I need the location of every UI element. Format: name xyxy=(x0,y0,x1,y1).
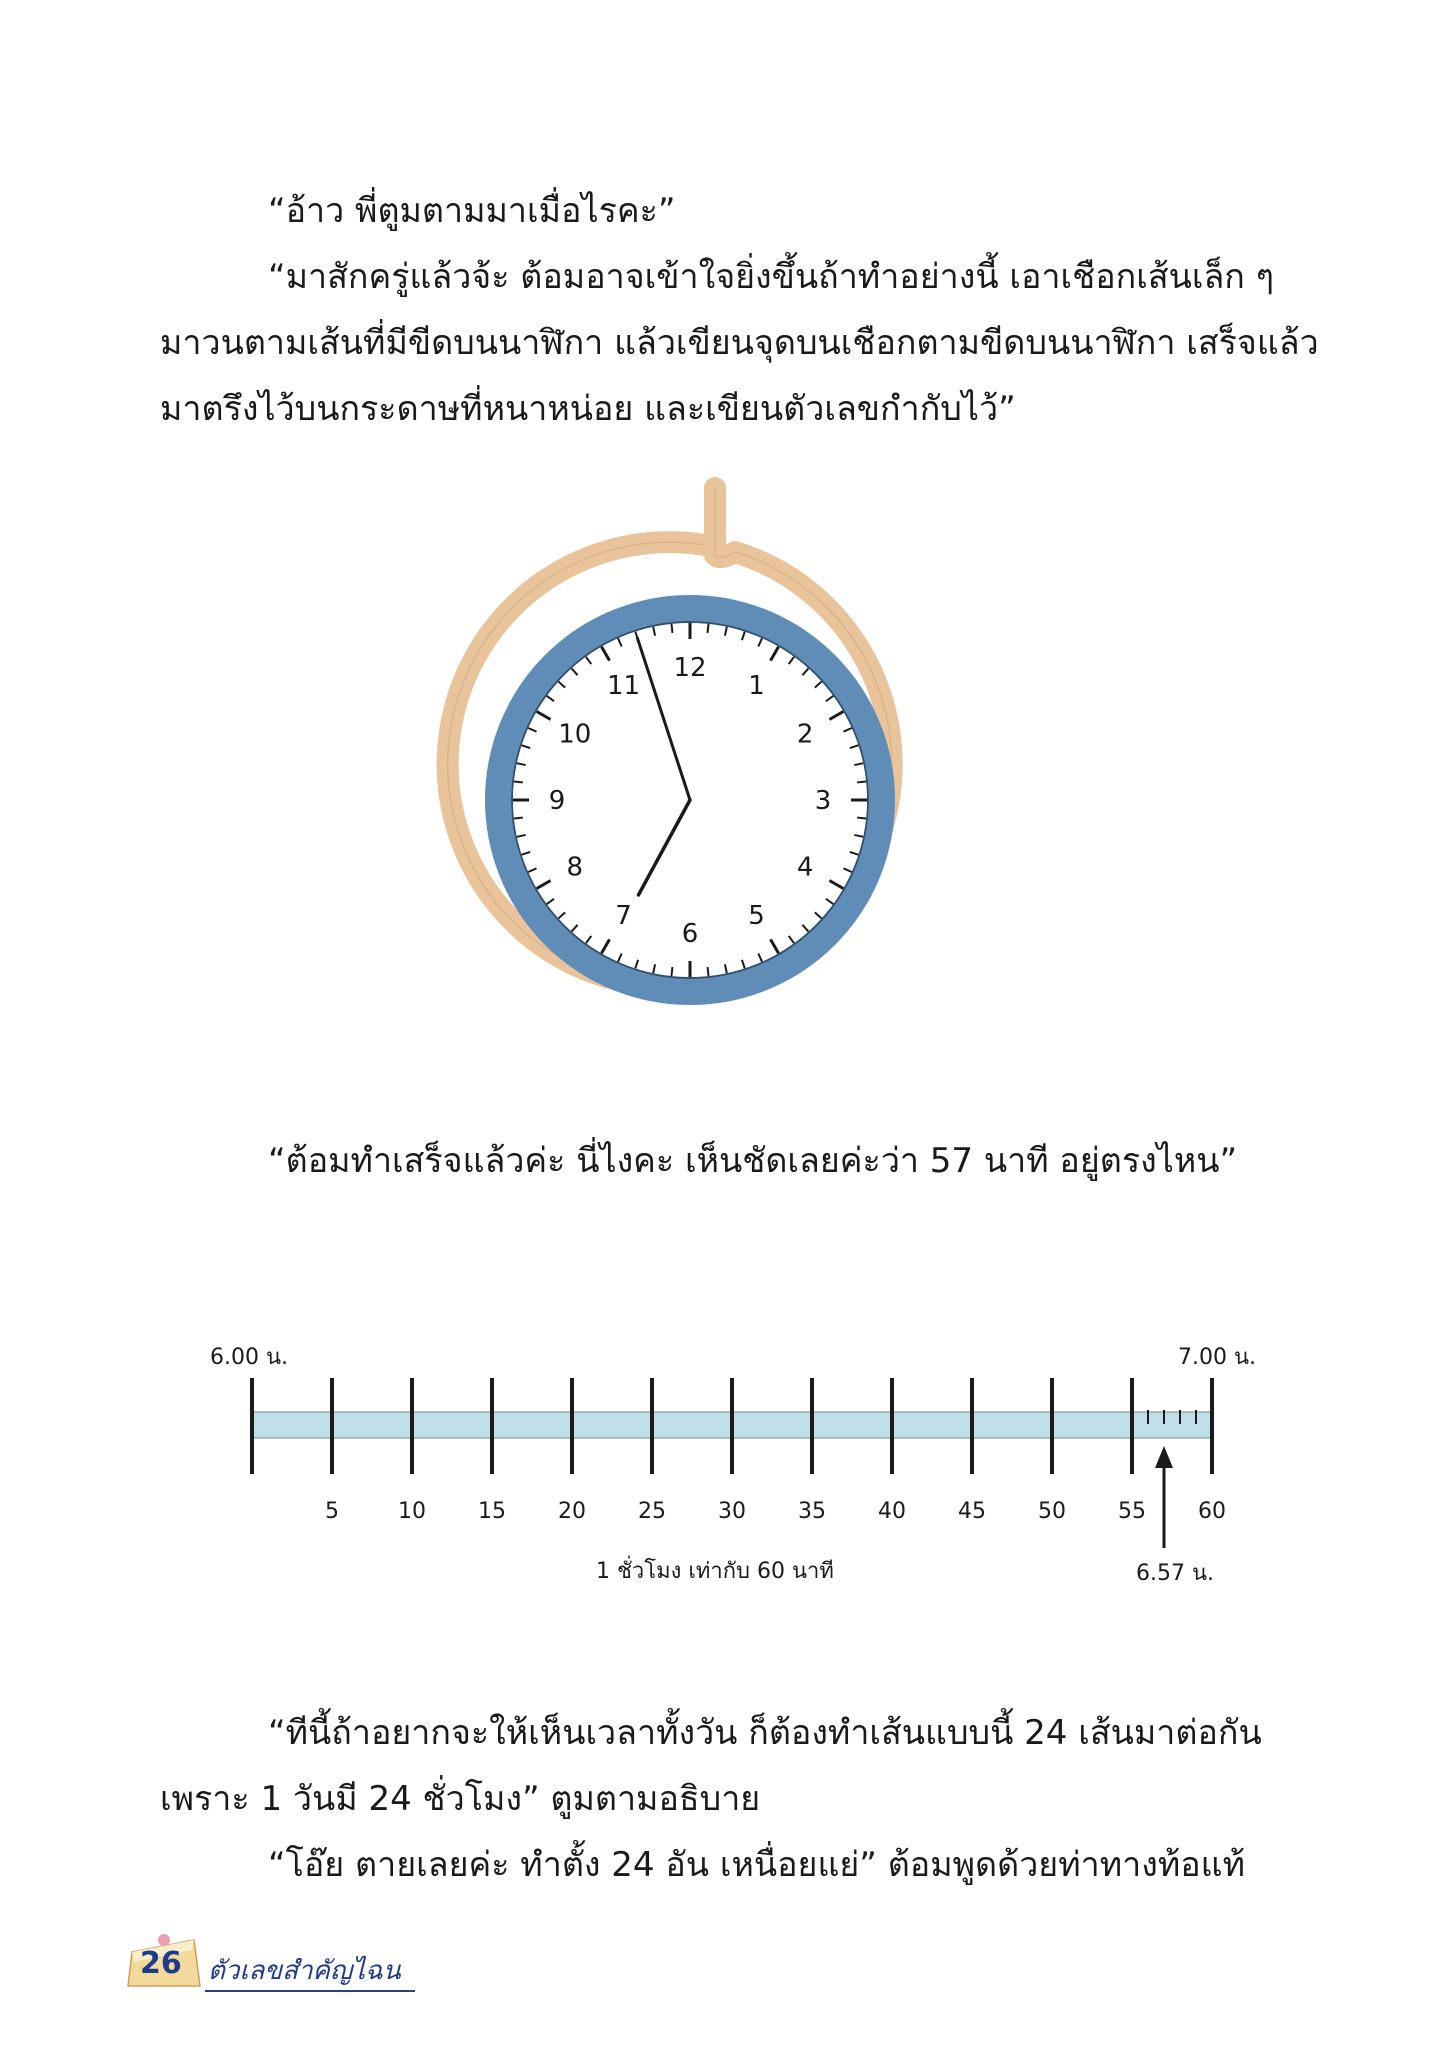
dialogue-line-2: “มาสักครู่แล้วจ้ะ ต้อมอาจเข้าใจยิ่งขึ้นถ้าทำอย่างนี้ เอาเชือกเส้นเล็ก ๆ xyxy=(268,257,1274,297)
dialogue-line-3: “ต้อมทำเสร็จแล้วค่ะ นี่ไงคะ เห็นชัดเลยค่ะว่า 57 นาที อยู่ตรงไหน” xyxy=(268,1141,1238,1181)
clock-number: 10 xyxy=(558,719,592,750)
clock-number: 3 xyxy=(814,786,832,816)
clock-number: 8 xyxy=(566,852,584,883)
timeline-tick-label: 35 xyxy=(798,1499,826,1524)
timeline-start-label: 6.00 น. xyxy=(210,1345,289,1370)
dialogue-line-1: “อ้าว พี่ตูมตามมาเมื่อไรคะ” xyxy=(268,191,676,231)
footer-underline xyxy=(205,1990,415,1992)
clock-number: 7 xyxy=(615,901,632,932)
timeline-marker-label: 6.57 น. xyxy=(1136,1561,1215,1586)
clock-number: 2 xyxy=(796,719,814,750)
clock-number: 1 xyxy=(748,670,765,701)
timeline-tick-label: 10 xyxy=(398,1499,426,1524)
timeline-marker-arrowhead xyxy=(1155,1446,1173,1468)
clock-number: 12 xyxy=(673,653,707,683)
timeline-tick-label: 20 xyxy=(558,1499,586,1524)
clock-number: 5 xyxy=(748,901,765,932)
dialogue-line-2-cont: มาวนตามเส้นที่มีขีดบนนาฬิกา แล้วเขียนจุดบนเชือกตามขีดบนนาฬิกา เสร็จแล้ว xyxy=(160,323,1319,363)
clock-number: 4 xyxy=(796,852,814,883)
timeline-tick-label: 15 xyxy=(478,1499,506,1524)
dialogue-line-4: “ทีนี้ถ้าอยากจะให้เห็นเวลาทั้งวัน ก็ต้องทำเส้นแบบนี้ 24 เส้นมาต่อกัน xyxy=(268,1713,1262,1753)
timeline-tick-label: 55 xyxy=(1118,1499,1146,1524)
timeline-caption: 1 ชั่วโมง เท่ากับ 60 นาที xyxy=(596,1559,834,1584)
timeline-tick-label: 45 xyxy=(958,1499,986,1524)
timeline-tick-label: 50 xyxy=(1038,1499,1066,1524)
timeline-tick-label: 60 xyxy=(1198,1499,1226,1524)
timeline-tick-labels xyxy=(325,1499,1226,1524)
dialogue-line-2-end: มาตรึงไว้บนกระดาษที่หนาหน่อย และเขียนตัวเลขกำกับไว้” xyxy=(160,389,1016,429)
dialogue-line-4-cont: เพราะ 1 วันมี 24 ชั่วโมง” ตูมตามอธิบาย xyxy=(160,1779,761,1819)
timeline-tick-label: 40 xyxy=(878,1499,906,1524)
timeline-end-label: 7.00 น. xyxy=(1178,1345,1257,1370)
clock-number: 11 xyxy=(606,670,641,701)
timeline-tick-label: 30 xyxy=(718,1499,746,1524)
book-title: ตัวเลขสำคัญไฉน xyxy=(208,1956,401,1986)
page-number: 26 xyxy=(140,1946,182,1981)
clock-number: 6 xyxy=(681,919,699,949)
timeline-tick-label: 25 xyxy=(638,1499,666,1524)
dialogue-line-5: “โอ๊ย ตายเลยค่ะ ทำตั้ง 24 อัน เหนื่อยแย่” ต้อมพูดด้วยท่าทางท้อแท้ xyxy=(268,1845,1245,1885)
clock-number: 9 xyxy=(548,786,566,816)
timeline-tick-label: 5 xyxy=(325,1499,339,1524)
